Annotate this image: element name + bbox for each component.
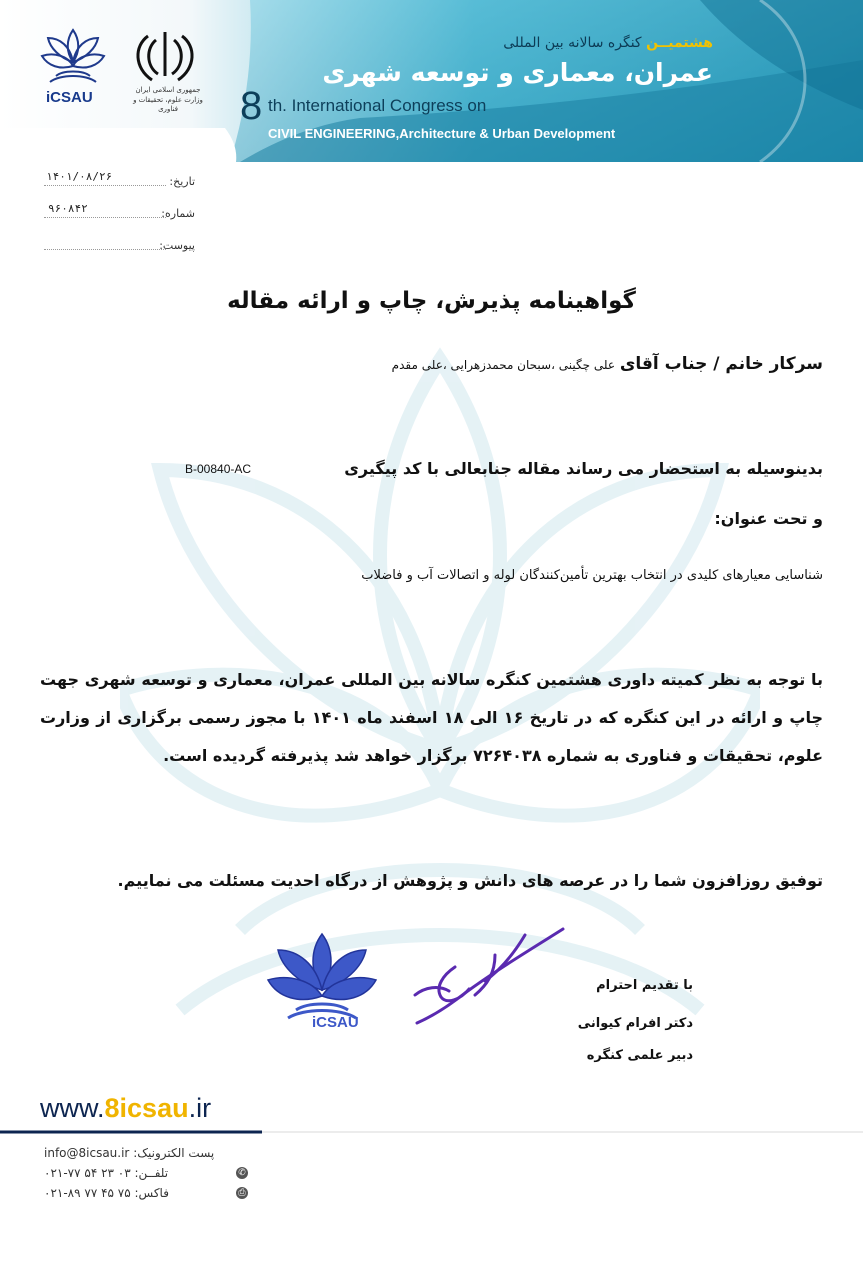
phone-label: تلفــن: [134, 1166, 169, 1180]
paper-title: شناسایی معیارهای کلیدی در انتخاب بهترین تأمین‌کنندگان لوله و اتصالات آب و فاضلاب [361, 568, 823, 583]
website-highlight: 8icsau [104, 1093, 189, 1123]
authors: علی چگینی ،سبحان محمدزهرایی ،علی مقدم [391, 358, 615, 372]
email-label: پست الکترونیک: [133, 1146, 215, 1160]
attachment-label: پیوست: [159, 239, 195, 252]
number-line [44, 217, 166, 218]
website-link[interactable] [40, 1093, 211, 1124]
phone-icon: ✆ [236, 1167, 248, 1179]
date-line [44, 185, 166, 186]
emblem-icon [120, 26, 210, 84]
footer-divider [0, 1128, 863, 1138]
header-subtitle [503, 35, 713, 51]
lotus-logo-icon [38, 26, 108, 88]
edition-text: th. International Congress on [268, 96, 487, 115]
signature-icon [395, 915, 570, 1030]
header-title-fa: عمران، معماری و توسعه شهری [322, 58, 713, 87]
website-suffix: .ir [188, 1093, 212, 1123]
email-row [44, 1146, 214, 1160]
stamp-lotus-icon [262, 930, 382, 1025]
phone-row [44, 1166, 246, 1180]
letter-title: گواهینامه پذیرش، چاپ و ارائه مقاله [227, 288, 636, 314]
number-value: ۹۶۰۸۴۲ [48, 202, 88, 215]
regards-text: با تقدیم احترام [596, 978, 693, 993]
header-title-en: CIVIL ENGINEERING,Architecture & Urban Development [268, 126, 616, 141]
attachment-line [44, 249, 166, 250]
signer-name: دکتر افرام کیوانی [577, 1016, 693, 1031]
acceptance-paragraph: با توجه به نظر کمیته داوری هشتمین کنگره سالانه بین المللی عمران، معماری و توسعه شهری جهت چاپ و ارائه در این کنگره که در تاریخ ۱۶ الی ۱۸ اسفند ماه ۱۴۰۱ با مجوز رسمی برگزاری از وزارت علوم، تحقیقات و فناوری به شماره ۷۲۶۴۰۳۸ برگزار خواهد شد پذیرفته گردیده است. [40, 670, 823, 765]
date-label: تاریخ: [169, 175, 195, 188]
edition-number: 8 [240, 84, 263, 128]
emblem-caption-2: وزارت علوم، تحقیقات و فناوری [133, 96, 203, 113]
header-banner [0, 0, 863, 162]
signer-role: دبیر علمی کنگره [586, 1048, 693, 1063]
intro-text: بدینوسیله به استحضار می رساند مقاله جنابعالی با کد پیگیری [344, 459, 823, 478]
fax-row [44, 1186, 246, 1200]
number-label: شماره: [161, 207, 195, 220]
email-value[interactable]: info@8icsau.ir [44, 1146, 130, 1160]
date-value: ۱۴۰۱/۰۸/۲۶ [46, 170, 113, 183]
closing-text: توفیق روزافزون شما را در عرصه های دانش و پژوهش از درگاه احدیت مسئلت می نماییم. [117, 871, 823, 890]
icsau-stamp [262, 930, 382, 1040]
under-title-label: و تحت عنوان: [714, 509, 823, 528]
subtitle-highlight: هشتمیــن [646, 35, 713, 51]
subtitle-rest: کنگره سالانه بین المللی [503, 35, 642, 51]
fax-icon: ⎙ [236, 1187, 248, 1199]
stamp-caption: iCSAU [312, 1014, 359, 1031]
website-prefix: www. [40, 1093, 105, 1123]
icsau-logo [38, 26, 108, 106]
iran-emblem [120, 26, 210, 113]
emblem-caption-1: جمهوری اسلامی ایران [135, 86, 201, 94]
fax-value: ۰۲۱-۸۹ ۷۷ ۴۵ ۷۵ [44, 1186, 131, 1200]
fax-label: فاکس: [134, 1186, 169, 1200]
salutation: سرکار خانم / جناب آقای [619, 354, 823, 374]
tracking-code: B-00840-AC [185, 462, 252, 476]
logo-caption: iCSAU [46, 89, 93, 106]
phone-value: ۰۲۱-۷۷ ۵۴ ۲۳ ۰۳ [44, 1166, 131, 1180]
